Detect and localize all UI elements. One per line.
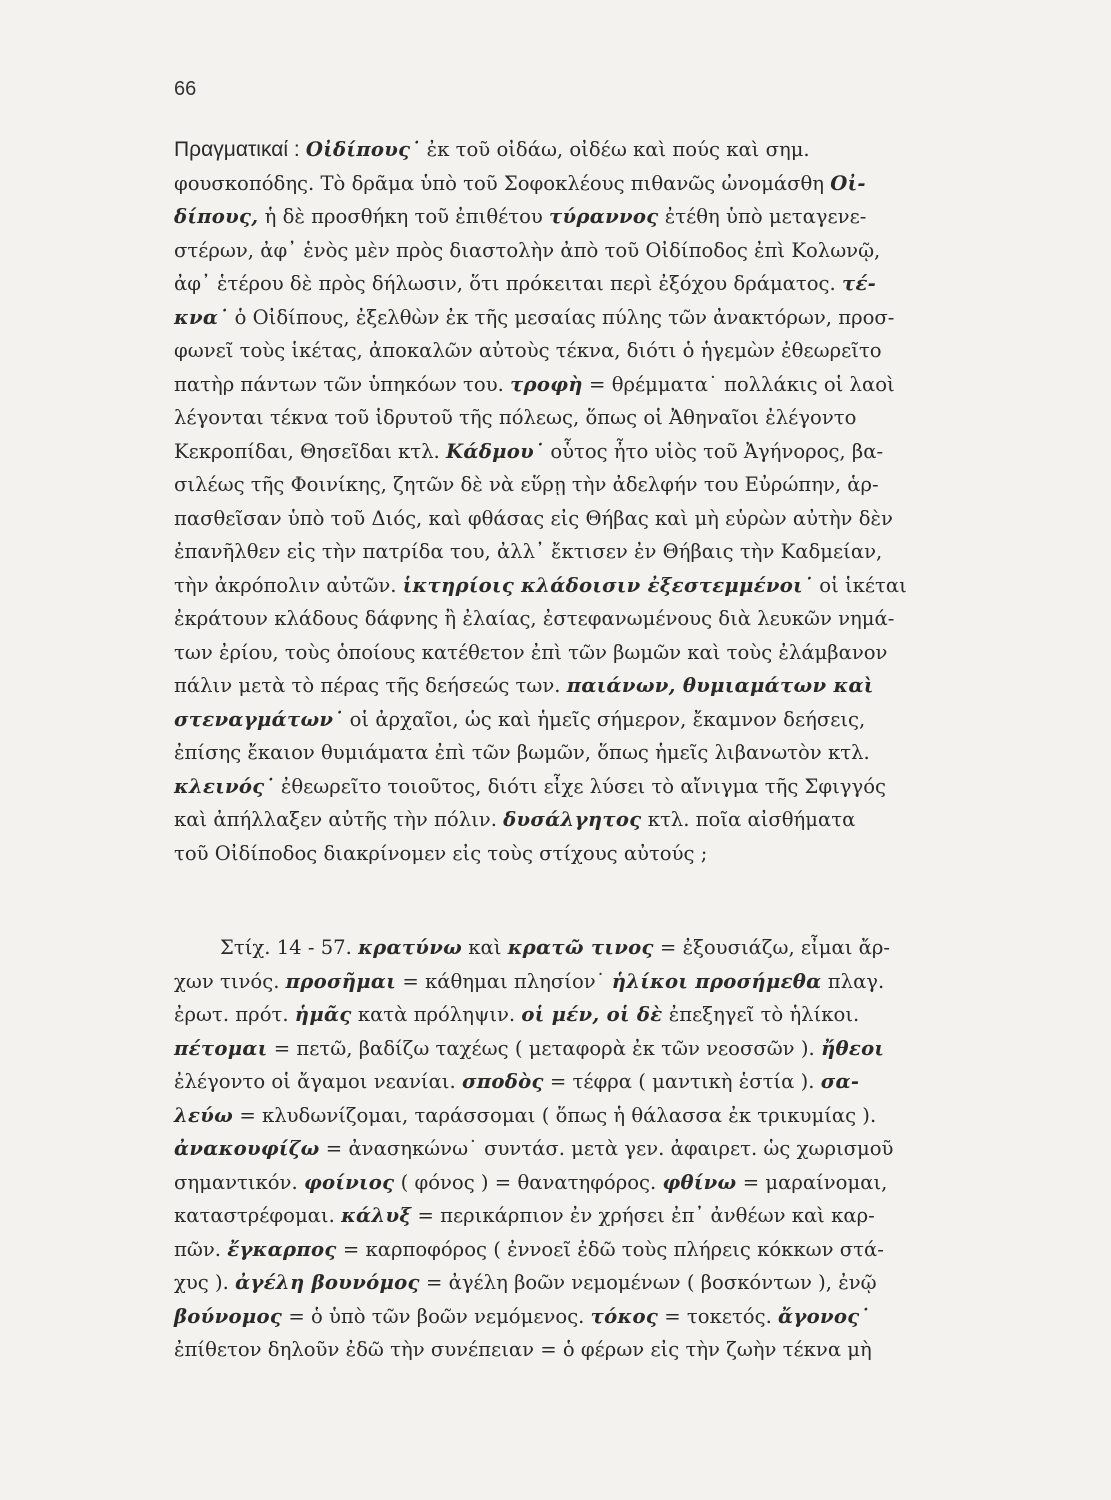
gloss-text: ( φόνος ) = θανατηφόρος.	[394, 1170, 663, 1194]
text-line	[174, 200, 1044, 234]
text-line	[174, 1300, 1044, 1334]
gloss-text: ἐπανῆλθεν εἰς τὴν πατρίδα του, ἀλλ᾽ ἔκτισεν ἐν Θήβαις τὴν Καδμείαν,	[174, 540, 883, 563]
lemma-term: ἡμᾶς	[294, 1003, 352, 1026]
gloss-text: πάλιν μετὰ τὸ πέρας τῆς δεήσεώς των.	[174, 674, 567, 697]
gloss-text: κτλ. ποῖα αἰσθήματα	[641, 808, 856, 831]
text-line	[174, 965, 1044, 999]
gloss-text: οἱ ἱκέται	[813, 573, 907, 597]
gloss-text: = ὁ ὑπὸ τῶν βοῶν νεμόμενος.	[282, 1304, 591, 1328]
gloss-text: κατὰ πρόληψιν.	[351, 1003, 522, 1026]
text-line	[174, 301, 1044, 335]
gloss-text: πῶν.	[174, 1237, 228, 1261]
gloss-text: ἐπίθετον δηλοῦν ἐδῶ τὴν συνέπειαν = ὁ φέρων εἰς τὴν ζωὴν τέκνα μὴ	[174, 1338, 872, 1361]
text-line	[174, 770, 1044, 804]
lemma-term: τροφὴ	[510, 372, 583, 396]
gloss-text: = θρέμματα˙ πολλάκις οἱ λαοὶ	[582, 372, 895, 396]
section-lead: Πραγματικαί :	[174, 138, 300, 161]
lemma-term: λεύω	[174, 1103, 234, 1127]
gloss-text: ἐρωτ. πρότ.	[174, 1003, 295, 1026]
text-line	[174, 1233, 1044, 1267]
gloss-text: σιλέως τῆς Φοινίκης, ζητῶν δὲ νὰ εὕρῃ τὴν ἀδελφήν του Εὐρώπην, ἁρ-	[174, 473, 879, 496]
gloss-text: πασθεῖσαν ὑπὸ τοῦ Διός, καὶ φθάσας εἰς Θήβας καὶ μὴ εὑρὼν αὐτὴν δὲν	[174, 506, 893, 530]
gloss-text: ἐλέγοντο οἱ ἄγαμοι νεανίαι.	[174, 1070, 462, 1093]
lemma-term: βούνομος	[174, 1304, 283, 1328]
gloss-text: των ἐρίου, τοὺς ὁποίους κατέθετον ἐπὶ τῶν βωμῶν καὶ τοὺς ἐλάμβανον	[174, 640, 888, 664]
text-line	[174, 669, 1044, 703]
gloss-text: = κάθημαι πλησίον˙	[396, 969, 612, 993]
text-line	[174, 535, 1044, 569]
lemma-term: ἱκτηρίοις κλάδοισιν ἐξεστεμμένοι˙	[402, 573, 814, 597]
gloss-text: = τέφρα ( μαντικὴ ἑστία ).	[543, 1070, 821, 1093]
gloss-text: στέρων, ἀφ᾽ ἑνὸς μὲν πρὸς διαστολὴν ἀπὸ τοῦ Οἰδίποδος ἐπὶ Κολωνῷ,	[174, 238, 881, 262]
page-number: 66	[174, 78, 197, 100]
text-line	[174, 636, 1044, 670]
lemma-term: κρατύνω	[358, 936, 463, 959]
lemma-term: ἔγκαρπος	[227, 1237, 337, 1261]
lemma-term: ἀγέλη βουνόμος	[235, 1271, 420, 1294]
lemma-term: κλεινός˙	[174, 774, 275, 798]
text-line	[174, 167, 1044, 201]
lemma-term: κρατῶ τινος	[507, 936, 654, 959]
section-lines-14-57	[174, 931, 1044, 1367]
gloss-text: ἀφ᾽ ἑτέρου δὲ πρὸς δήλωσιν, ὅτι πρόκειται περὶ ἐξόχου δράματος.	[174, 272, 842, 295]
lemma-term: σα-	[820, 1070, 860, 1093]
lemma-term: ἄγονος˙	[778, 1304, 870, 1328]
lemma-term: φθίνω	[662, 1170, 737, 1194]
text-line	[174, 334, 1044, 368]
gloss-text: ὁ Οἰδίπους, ἐξελθὼν ἐκ τῆς μεσαίας πύλης τῶν ἀνακτόρων, προσ-	[228, 305, 895, 329]
gloss-text: ἐτέθη ὑπὸ μεταγενε-	[658, 205, 867, 228]
text-line	[174, 1032, 1044, 1066]
lemma-term: δίπους,	[174, 205, 259, 228]
gloss-text: = ἐξουσιάζω, εἶμαι ἄρ-	[653, 936, 891, 959]
lemma-term: Κάδμου˙	[446, 439, 545, 463]
gloss-text: ἐκ τοῦ οἰδάω, οἰδέω καὶ πούς καὶ σημ.	[420, 138, 810, 161]
lemma-term: ἀνακουφίζω	[174, 1137, 320, 1160]
gloss-text: = περικάρπιον ἐν χρήσει ἐπ᾽ ἀνθέων καὶ καρ-	[411, 1204, 875, 1227]
lemma-term: δυσάλγητος	[503, 808, 642, 831]
gloss-text: οἱ ἀρχαῖοι, ὡς καὶ ἡμεῖς σήμερον, ἔκαμνον δεήσεις,	[343, 707, 866, 731]
text-line	[174, 468, 1044, 502]
text-line	[174, 1199, 1044, 1233]
gloss-text: ἐπίσης ἔκαιον θυμιάματα ἐπὶ τῶν βωμῶν, ὅπως ἡμεῖς λιβανωτὸν κτλ.	[174, 741, 870, 764]
lemma-term: τόκος	[590, 1304, 659, 1328]
gloss-text: ἡ δὲ προσθήκη τοῦ ἐπιθέτου	[258, 205, 550, 228]
gloss-text: = καρποφόρος ( ἐννοεῖ ἐδῶ τοὺς πλήρεις κόκκων στά-	[336, 1237, 884, 1261]
gloss-text: λέγονται τέκνα τοῦ ἱδρυτοῦ τῆς πόλεως, ὅπως οἱ Ἀθηναῖοι ἐλέγοντο	[174, 406, 857, 429]
lemma-term: παιάνων, θυμιαμάτων καὶ	[566, 674, 874, 697]
gloss-text: χυς ).	[174, 1271, 236, 1294]
gloss-text: πλαγ.	[821, 969, 885, 993]
gloss-text: = ἀνασηκώνω˙ συντάσ. μετὰ γεν. ἀφαιρετ. ὡς χωρισμοῦ	[319, 1137, 894, 1160]
section-lead: Στίχ. 14 - 57.	[220, 936, 352, 959]
gloss-text: φωνεῖ τοὺς ἱκέτας, ἀποκαλῶν αὐτοὺς τέκνα, διότι ὁ ἡγεμὼν ἐθεωρεῖτο	[174, 339, 882, 362]
text-line	[174, 1333, 1044, 1367]
text-line	[174, 736, 1044, 770]
lemma-term: ἡλίκοι προσήμεθα	[611, 969, 822, 993]
gloss-text: = τοκετός.	[658, 1304, 779, 1328]
lemma-term: κάλυξ	[341, 1204, 412, 1227]
text-line	[174, 803, 1044, 837]
lemma-term: κνα˙	[174, 305, 229, 329]
text-line	[174, 502, 1044, 536]
gloss-text: οὗτος ἦτο υἱὸς τοῦ Ἀγήνορος, βα-	[544, 439, 884, 463]
gloss-text: φουσκοπόδης. Τὸ δρᾶμα ὑπὸ τοῦ Σοφοκλέους πιθανῶς ὠνομάσθη	[174, 171, 831, 195]
gloss-text: = μαραίνομαι,	[736, 1170, 888, 1194]
gloss-text: καὶ	[462, 936, 508, 959]
lemma-term: τύραννος	[549, 205, 659, 228]
gloss-text: καταστρέφομαι.	[174, 1204, 342, 1227]
lemma-term: φοίνιος	[303, 1170, 395, 1194]
text-line	[174, 837, 1044, 871]
lemma-term: Οἰδίπους˙	[305, 138, 421, 161]
lemma-term: τέ-	[841, 272, 877, 295]
gloss-text: καὶ ἀπήλλαξεν αὐτῆς τὴν πόλιν.	[174, 808, 504, 831]
gloss-text: = ἀγέλη βοῶν νεμομένων ( βοσκόντων ), ἐνῷ	[419, 1271, 877, 1294]
gloss-text: τοῦ Οἰδίποδος διακρίνομεν εἰς τοὺς στίχους αὐτούς ;	[174, 841, 708, 865]
gloss-text: ἐκράτουν κλάδους δάφνης ἢ ἐλαίας, ἐστεφανωμένους διὰ λευκῶν νημά-	[174, 607, 895, 630]
text-line	[174, 931, 1044, 965]
text-line	[174, 435, 1044, 469]
text-line	[174, 133, 1044, 167]
text-line	[174, 703, 1044, 737]
lemma-term: στεναγμάτων˙	[174, 707, 344, 731]
text-line	[174, 234, 1044, 268]
text-line	[174, 1099, 1044, 1133]
lemma-term: Οἰ-	[830, 171, 866, 195]
text-line	[174, 569, 1044, 603]
section-pragmatikai	[174, 133, 1044, 870]
text-line	[174, 401, 1044, 435]
text-line	[174, 267, 1044, 301]
gloss-text: τὴν ἀκρόπολιν αὐτῶν.	[174, 573, 403, 597]
lemma-term: ἤθεοι	[820, 1036, 885, 1060]
text-line	[174, 1166, 1044, 1200]
lemma-term: σποδὸς	[461, 1070, 544, 1093]
gloss-text: Κεκροπίδαι, Θησεῖδαι κτλ.	[174, 439, 446, 463]
text-line	[174, 368, 1044, 402]
gloss-text: = πετῶ, βαδίζω ταχέως ( μεταφορὰ ἐκ τῶν νεοσσῶν ).	[267, 1036, 821, 1060]
gloss-text: χων τινός.	[174, 969, 286, 993]
gloss-text: σημαντικόν.	[174, 1170, 304, 1194]
gloss-text: ἐθεωρεῖτο τοιοῦτος, διότι εἶχε λύσει τὸ αἴνιγμα τῆς Σφιγγός	[274, 774, 886, 798]
lemma-term: πέτομαι	[174, 1036, 268, 1060]
lemma-term: προσῆμαι	[285, 969, 397, 993]
gloss-text: πατὴρ πάντων τῶν ὑπηκόων του.	[174, 372, 511, 396]
text-line	[174, 1065, 1044, 1099]
text-line	[174, 1132, 1044, 1166]
text-line	[174, 602, 1044, 636]
text-line	[174, 1266, 1044, 1300]
gloss-text: ἐπεξηγεῖ τὸ ἡλίκοι.	[662, 1003, 860, 1026]
lemma-term: οἱ μέν, οἱ δὲ	[521, 1003, 663, 1026]
gloss-text: = κλυδωνίζομαι, ταράσσομαι ( ὅπως ἡ θάλασσα ἐκ τρικυμίας ).	[233, 1103, 877, 1127]
text-line	[174, 998, 1044, 1032]
